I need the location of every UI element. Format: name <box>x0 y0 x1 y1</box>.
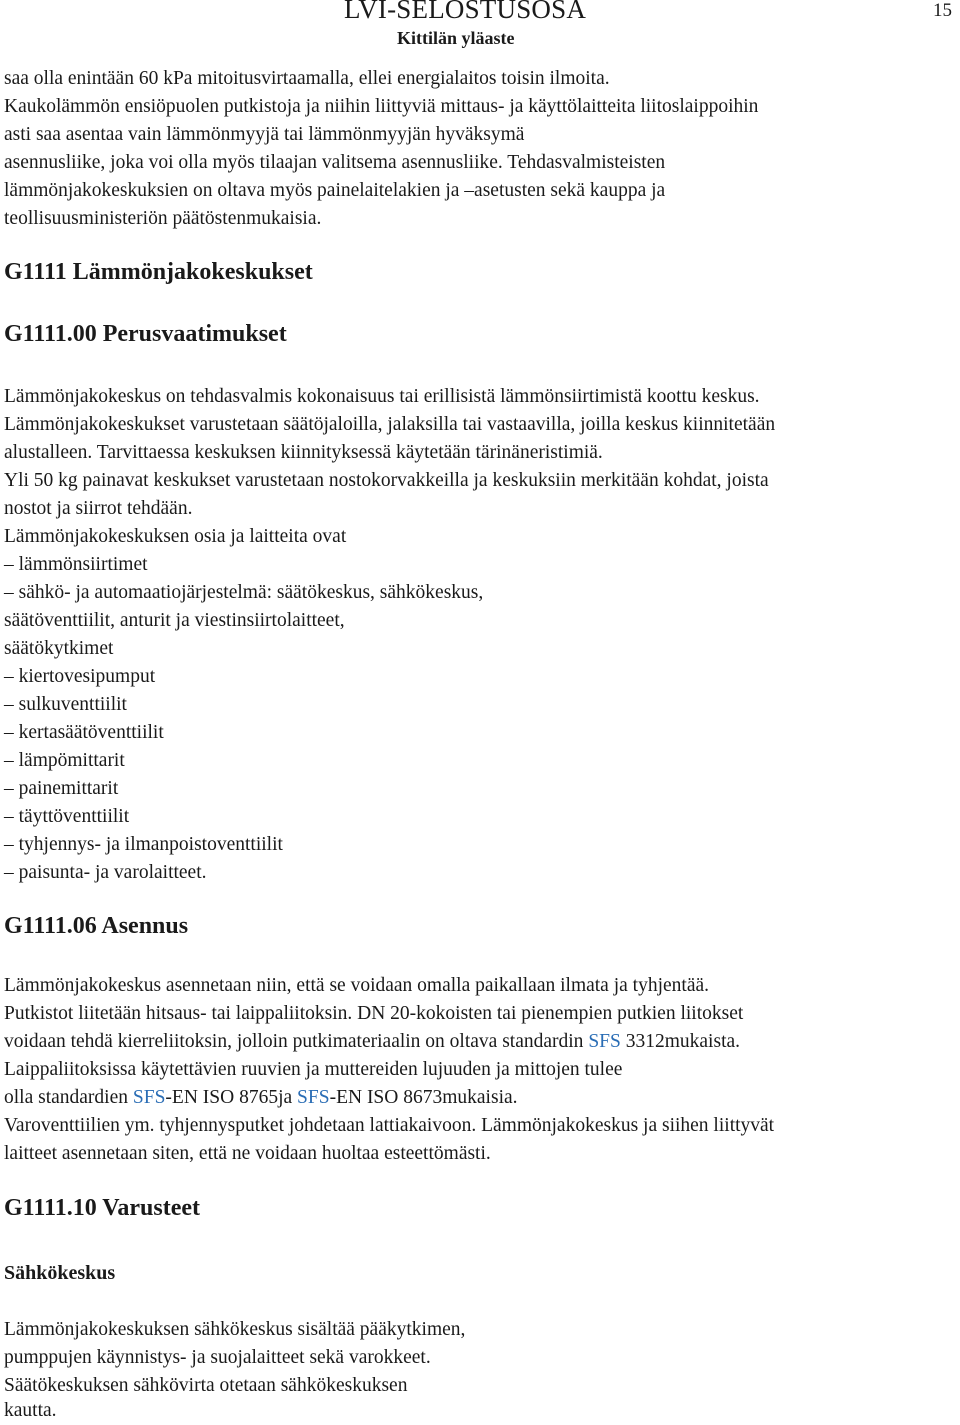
body-line: laitteet asennetaan siten, että ne voidaan huoltaa esteettömästi. <box>4 1143 491 1164</box>
body-line: Putkistot liitetään hitsaus- tai laippaliitoksin. DN 20-kokoisten tai pienempien putkien liitokset <box>4 1003 744 1024</box>
text-segment: voidaan tehdä kierreliitoksin, jolloin putkimateriaalin on oltava standardin <box>4 1031 589 1052</box>
body-line: Lämmönjakokeskus asennetaan niin, että se voidaan omalla paikallaan ilmata ja tyhjentää. <box>4 975 709 996</box>
intro-line: teollisuusministeriön päätöstenmukaisia. <box>4 208 322 229</box>
body-line: Lämmönjakokeskus on tehdasvalmis kokonaisuus tai erillisistä lämmönsiirtimistä koottu keskus. <box>4 386 760 407</box>
body-line: Varoventtiilien ym. tyhjennysputket johdetaan lattiakaivoon. Lämmönjakokeskus ja siihen liittyvät <box>4 1115 775 1136</box>
list-item: – painemittarit <box>4 778 119 799</box>
body-line <box>4 1028 740 1056</box>
body-line: Lämmönjakokeskukset varustetaan säätöjaloilla, jalaksilla tai vastaavilla, joilla keskus kiinnitetään <box>4 414 776 435</box>
document-header-title: LVI-SELOSTUSOSA <box>344 0 587 24</box>
intro-line: asennusliike, joka voi olla myös tilaajan valitsema asennusliike. Tehdasvalmisteisten <box>4 152 666 173</box>
body-line: Lämmönjakokeskuksen sähkökeskus sisältää pääkytkimen, <box>4 1319 466 1340</box>
body-line: alustalleen. Tarvittaessa keskuksen kiinnityksessä käytetään tärinäneristimiä. <box>4 442 603 463</box>
body-line: nostot ja siirrot tehdään. <box>4 498 193 519</box>
body-line: Laippaliitoksissa käytettävien ruuvien ja muttereiden lujuuden ja mittojen tulee <box>4 1059 623 1080</box>
subsection-heading-sahkokeskus: Sähkökeskus <box>4 1262 116 1284</box>
body-line: Lämmönjakokeskuksen osia ja laitteita ovat <box>4 526 347 547</box>
page-number: 15 <box>933 0 952 21</box>
list-item: – tyhjennys- ja ilmanpoistoventtiilit <box>4 834 283 855</box>
body-line: Säätökeskuksen sähkövirta otetaan sähkökeskuksen <box>4 1375 408 1396</box>
list-item: – lämpömittarit <box>4 750 125 771</box>
text-segment: olla standardien <box>4 1087 133 1108</box>
body-line: pumppujen käynnistys- ja suojalaitteet sekä varokkeet. <box>4 1347 431 1368</box>
intro-line: lämmönjakokeskuksien on oltava myös painelaitelakien ja –asetusten sekä kauppa ja <box>4 180 666 201</box>
body-line: Yli 50 kg painavat keskukset varustetaan nostokorvakkeilla ja keskuksiin merkitään kohdat, joista <box>4 470 769 491</box>
section-heading-g1111-10: G1111.10 Varusteet <box>4 1195 201 1221</box>
sfs-standard-link[interactable]: SFS <box>588 1031 621 1052</box>
list-item: – lämmönsiirtimet <box>4 554 148 575</box>
list-item-continuation: säätökytkimet <box>4 638 114 659</box>
list-item: – kertasäätöventtiilit <box>4 722 164 743</box>
list-item: – sähkö- ja automaatiojärjestelmä: säätökeskus, sähkökeskus, <box>4 582 484 603</box>
intro-line: asti saa asentaa vain lämmönmyyjä tai lämmönmyyjän hyväksymä <box>4 124 525 145</box>
text-segment: 3312mukaista. <box>620 1031 741 1052</box>
intro-line: Kaukolämmön ensiöpuolen putkistoja ja niihin liittyviä mittaus- ja käyttölaitteita liitoslaippoihin <box>4 96 759 117</box>
intro-line: saa olla enintään 60 kPa mitoitusvirtaamalla, ellei energialaitos toisin ilmoita. <box>4 68 610 89</box>
text-segment: -EN ISO 8673mukaisia. <box>329 1087 518 1108</box>
section-heading-g1111: G1111 Lämmönjakokeskukset <box>4 259 313 285</box>
sfs-standard-link[interactable]: SFS <box>132 1087 166 1108</box>
list-item: – täyttöventtiilit <box>4 806 130 827</box>
section-heading-g1111-00: G1111.00 Perusvaatimukset <box>4 321 287 347</box>
list-item: – sulkuventtiilit <box>4 694 127 715</box>
document-header-subtitle: Kittilän yläaste <box>397 28 515 48</box>
body-line <box>4 1084 518 1112</box>
list-item: – paisunta- ja varolaitteet. <box>4 862 207 883</box>
body-line: kautta. <box>4 1400 57 1421</box>
list-item: – kiertovesipumput <box>4 666 156 687</box>
list-item-continuation: säätöventtiilit, anturit ja viestinsiirtolaitteet, <box>4 610 345 631</box>
section-heading-g1111-06: G1111.06 Asennus <box>4 913 189 939</box>
text-segment: -EN ISO 8765ja <box>165 1087 298 1108</box>
sfs-standard-link[interactable]: SFS <box>297 1087 330 1108</box>
